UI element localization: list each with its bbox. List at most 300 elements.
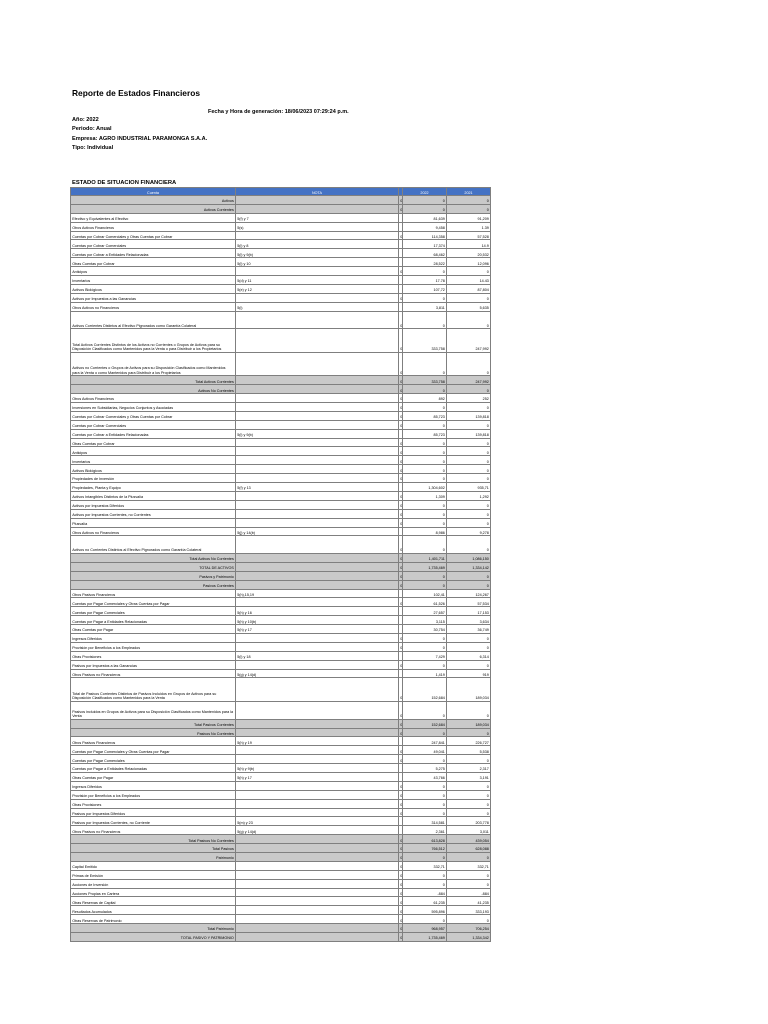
nota-cell	[236, 580, 399, 589]
table-row	[71, 267, 491, 276]
cuenta-cell: Total de Pasivos Corrientes Distintos de Pasivos Incluidos en Grupos de Activos para su Disposición Clasificados como Mantenidos para la Venta	[71, 678, 236, 702]
nota-cell	[236, 888, 399, 897]
blank-cell: 0	[399, 728, 403, 737]
value-2022-cell: 61,235	[403, 897, 447, 906]
blank-cell: 0	[399, 562, 403, 571]
blank-cell: 0	[399, 571, 403, 580]
blank-cell: 0	[399, 536, 403, 554]
value-2022-cell: 1,304,602	[403, 483, 447, 492]
table-row	[71, 411, 491, 420]
blank-cell: 0	[399, 411, 403, 420]
value-2022-cell: 0	[403, 571, 447, 580]
value-2021-cell: 2,317	[447, 764, 491, 773]
value-2021-cell: 20,532	[447, 249, 491, 258]
table-row	[71, 616, 491, 625]
value-2021-cell: 247,992	[447, 376, 491, 385]
value-2022-cell: 892	[403, 394, 447, 403]
blank-cell: 0	[399, 897, 403, 906]
blank-cell: 0	[399, 447, 403, 456]
value-2021-cell: 0	[447, 634, 491, 643]
blank-cell: 0	[399, 385, 403, 394]
cuenta-cell: Plusvalía	[71, 518, 236, 527]
cuenta-cell: Pasivos Corrientes	[71, 580, 236, 589]
nota-cell	[236, 562, 399, 571]
nota-cell	[236, 861, 399, 870]
value-2021-cell: 203,778	[447, 817, 491, 826]
cuenta-cell: Activos Corrientes Distintos al Efectivo Pignorados como Garantía Colateral	[71, 311, 236, 329]
report-year: Año: 2022	[72, 117, 99, 123]
value-2021-cell: 0	[447, 702, 491, 720]
value-2021-cell: 57,534	[447, 598, 491, 607]
blank-cell: 0	[399, 844, 403, 853]
table-row	[71, 702, 491, 720]
cuenta-cell: Total Activos Corrientes	[71, 376, 236, 385]
value-2021-cell: 332,71	[447, 861, 491, 870]
blank-cell: 0	[399, 678, 403, 702]
cuenta-cell: Provisión por Beneficios a los Empleados	[71, 642, 236, 651]
value-2021-cell: 5,538	[447, 746, 491, 755]
nota-cell: 5(l) y 10	[236, 258, 399, 267]
blank-cell: 0	[399, 746, 403, 755]
table-row	[71, 249, 491, 258]
cuenta-cell: Cuentas por Cobrar a Entidades Relacionadas	[71, 429, 236, 438]
table-row	[71, 607, 491, 616]
nota-cell: 5(h) y 9(b)	[236, 764, 399, 773]
nota-cell	[236, 906, 399, 915]
table-row	[71, 302, 491, 311]
value-2022-cell: 0	[403, 755, 447, 764]
nota-cell	[236, 420, 399, 429]
column-header-nota: NOTA	[236, 188, 399, 196]
table-header-row	[71, 188, 491, 196]
nota-cell	[236, 915, 399, 924]
report-meta	[72, 116, 207, 154]
cuenta-cell: Efectivo y Equivalentes al Efectivo	[71, 213, 236, 222]
value-2022-cell: 1,419	[403, 669, 447, 678]
value-2022-cell: 27,657	[403, 607, 447, 616]
value-2022-cell: 0	[403, 204, 447, 213]
blank-cell: 0	[399, 879, 403, 888]
cuenta-cell: Activos No Corrientes	[71, 385, 236, 394]
blank-cell: 0	[399, 835, 403, 844]
nota-cell	[236, 394, 399, 403]
nota-cell	[236, 853, 399, 862]
table-row	[71, 553, 491, 562]
value-2022-cell: 0	[403, 403, 447, 412]
nota-cell	[236, 755, 399, 764]
value-2021-cell: 0	[447, 660, 491, 669]
blank-cell: 0	[399, 474, 403, 483]
financial-statement-table	[70, 187, 491, 942]
value-2022-cell: 3,811	[403, 302, 447, 311]
table-row	[71, 420, 491, 429]
table-row	[71, 293, 491, 302]
value-2022-cell: 0	[403, 474, 447, 483]
blank-cell: 0	[399, 553, 403, 562]
table-row	[71, 580, 491, 589]
table-row	[71, 642, 491, 651]
table-row	[71, 808, 491, 817]
blank-cell: 0	[399, 231, 403, 240]
value-2021-cell: 1.39	[447, 222, 491, 231]
value-2022-cell: 107,72	[403, 284, 447, 293]
value-2022-cell: 0	[403, 447, 447, 456]
value-2022-cell: 0	[403, 352, 447, 376]
table-row	[71, 571, 491, 580]
table-row	[71, 746, 491, 755]
value-2021-cell: 9,278	[447, 527, 491, 536]
value-2021-cell: 0	[447, 799, 491, 808]
table-row	[71, 915, 491, 924]
table-row	[71, 799, 491, 808]
blank-cell: 0	[399, 634, 403, 643]
table-row	[71, 465, 491, 474]
table-row	[71, 429, 491, 438]
value-2021-cell: 0	[447, 879, 491, 888]
value-2021-cell: 0	[447, 311, 491, 329]
value-2022-cell: 0	[403, 518, 447, 527]
value-2021-cell: 36,749	[447, 625, 491, 634]
blank-cell: 0	[399, 491, 403, 500]
value-2021-cell: 0	[447, 456, 491, 465]
value-2022-cell: 0	[403, 456, 447, 465]
value-2021-cell: 333,193	[447, 906, 491, 915]
nota-cell	[236, 642, 399, 651]
value-2021-cell: 226,727	[447, 737, 491, 746]
value-2021-cell: 0	[447, 509, 491, 518]
cuenta-cell: Otros Activos Financieros	[71, 222, 236, 231]
cuenta-cell: Otras Reservas de Capital	[71, 897, 236, 906]
cuenta-cell: Otros Activos no Financieros	[71, 302, 236, 311]
cuenta-cell: Cuentas por Pagar Comerciales	[71, 607, 236, 616]
value-2022-cell: 1,735,469	[403, 562, 447, 571]
cuenta-cell: Propiedades de Inversión	[71, 474, 236, 483]
cuenta-cell: Otras Cuentas por Cobrar	[71, 438, 236, 447]
table-row	[71, 853, 491, 862]
blank-cell: 0	[399, 933, 403, 942]
value-2021-cell: 247,992	[447, 329, 491, 353]
cuenta-cell: Total Pasivos No Corrientes	[71, 835, 236, 844]
nota-cell: 5(h) y 10(b)	[236, 616, 399, 625]
cuenta-cell: Cuentas por Cobrar Comerciales	[71, 420, 236, 429]
value-2022-cell: 0	[403, 808, 447, 817]
nota-cell	[236, 438, 399, 447]
cuenta-cell: Activos no Corrientes o Grupos de Activos para su Disposición Clasificados como Mantenidos para la Venta o como Mantenidos para Distribuir a los Propietarios	[71, 352, 236, 376]
blank-cell: 0	[399, 888, 403, 897]
table-row	[71, 284, 491, 293]
value-2022-cell: 247,841	[403, 737, 447, 746]
table-row	[71, 509, 491, 518]
table-row	[71, 737, 491, 746]
value-2022-cell: 0	[403, 660, 447, 669]
table-row	[71, 240, 491, 249]
value-2022-cell: 0	[403, 642, 447, 651]
nota-cell	[236, 719, 399, 728]
table-row	[71, 897, 491, 906]
table-row	[71, 835, 491, 844]
nota-cell: 5(s)	[236, 222, 399, 231]
blank-cell: 0	[399, 906, 403, 915]
cuenta-cell: Resultados Acumulados	[71, 906, 236, 915]
nota-cell	[236, 385, 399, 394]
cuenta-cell: Otras Cuentas por Pagar	[71, 772, 236, 781]
value-2022-cell: 152,684	[403, 719, 447, 728]
table-row	[71, 728, 491, 737]
report-title: Reporte de Estados Financieros	[72, 88, 200, 98]
value-2021-cell: 14.9	[447, 240, 491, 249]
value-2021-cell: 0	[447, 755, 491, 764]
blank-cell: 0	[399, 642, 403, 651]
table-row	[71, 660, 491, 669]
value-2022-cell: 152,684	[403, 678, 447, 702]
value-2021-cell: 189,034	[447, 678, 491, 702]
column-header-2022: 2022	[403, 188, 447, 196]
blank-cell: 0	[399, 702, 403, 720]
table-row	[71, 329, 491, 353]
value-2021-cell: -884	[447, 888, 491, 897]
table-row	[71, 924, 491, 933]
table-row	[71, 755, 491, 764]
value-2022-cell: 43,766	[403, 772, 447, 781]
value-2022-cell: 314,581	[403, 817, 447, 826]
report-period: Periodo: Anual	[72, 126, 112, 133]
nota-cell	[236, 231, 399, 240]
table-row	[71, 204, 491, 213]
nota-cell: 5(e) y 12	[236, 284, 399, 293]
nota-cell	[236, 879, 399, 888]
cuenta-cell: Pasivos y Patrimonio	[71, 571, 236, 580]
table-row	[71, 861, 491, 870]
cuenta-cell: Activos por Impuestos Corrientes, no Corrientes	[71, 509, 236, 518]
blank-cell: 0	[399, 781, 403, 790]
cuenta-cell: Total Activos No Corrientes	[71, 553, 236, 562]
value-2021-cell: 0	[447, 642, 491, 651]
table-row	[71, 536, 491, 554]
nota-cell	[236, 844, 399, 853]
nota-cell	[236, 518, 399, 527]
cuenta-cell: Pasivos por Impuestos a las Ganancias	[71, 660, 236, 669]
column-header-cuenta: Cuenta	[71, 188, 236, 196]
value-2022-cell: 0	[403, 385, 447, 394]
nota-cell	[236, 376, 399, 385]
value-2022-cell: 0	[403, 196, 447, 205]
blank-cell: 0	[399, 329, 403, 353]
value-2021-cell: 0	[447, 420, 491, 429]
cuenta-cell: Activos por Impuestos a las Ganancias	[71, 293, 236, 302]
table-row	[71, 598, 491, 607]
cuenta-cell: Total Pasivos	[71, 844, 236, 853]
cuenta-cell: Total Activos Corrientes Distintos de los Activos no Corrientes o Grupos de Activos para su Disposición Clasificados como Mantenidos para la Venta o para Distribuir a los Propietarios	[71, 329, 236, 353]
value-2022-cell: 595,896	[403, 906, 447, 915]
cuenta-cell: Total Pasivos Corrientes	[71, 719, 236, 728]
nota-cell	[236, 702, 399, 720]
table-row	[71, 222, 491, 231]
blank-cell: 0	[399, 500, 403, 509]
cuenta-cell: Otras Cuentas por Pagar	[71, 625, 236, 634]
table-row	[71, 888, 491, 897]
cuenta-cell: Cuentas por Cobrar Comerciales	[71, 240, 236, 249]
value-2021-cell: 0	[447, 293, 491, 302]
cuenta-cell: Acciones Propias en Cartera	[71, 888, 236, 897]
report-company: Empresa: AGRO INDUSTRIAL PARAMONGA S.A.A.	[72, 135, 208, 142]
cuenta-cell: Anticipos	[71, 447, 236, 456]
value-2021-cell: 0	[447, 781, 491, 790]
table-row	[71, 790, 491, 799]
table-row	[71, 311, 491, 329]
blank-cell: 0	[399, 799, 403, 808]
nota-cell	[236, 933, 399, 942]
table-row	[71, 719, 491, 728]
cuenta-cell: Cuentas por Pagar a Entidades Relacionadas	[71, 764, 236, 773]
value-2021-cell: 439,054	[447, 835, 491, 844]
blank-cell: 0	[399, 509, 403, 518]
value-2022-cell: 0	[403, 293, 447, 302]
nota-cell: 5(h) y 17	[236, 772, 399, 781]
value-2022-cell: 30,754	[403, 625, 447, 634]
cuenta-cell: Otros Pasivos no Financieros	[71, 826, 236, 835]
column-header-2021: 2021	[447, 188, 491, 196]
section-title: ESTADO DE SITUACION FINANCIERA	[72, 180, 177, 186]
value-2021-cell: 0	[447, 500, 491, 509]
value-2022-cell: 49,041	[403, 746, 447, 755]
value-2022-cell: 17,374	[403, 240, 447, 249]
table-row	[71, 772, 491, 781]
nota-cell: 5(j) y 14(b)	[236, 527, 399, 536]
nota-cell	[236, 329, 399, 353]
table-row	[71, 438, 491, 447]
table-row	[71, 518, 491, 527]
value-2022-cell: 766,512	[403, 844, 447, 853]
value-2021-cell: 124,267	[447, 589, 491, 598]
table-row	[71, 258, 491, 267]
table-row	[71, 231, 491, 240]
value-2022-cell: 61,526	[403, 598, 447, 607]
cuenta-cell: Otros Pasivos no Financieros	[71, 669, 236, 678]
nota-cell	[236, 728, 399, 737]
nota-cell: 5(l) y 9(b)	[236, 249, 399, 258]
value-2021-cell: 139,818	[447, 429, 491, 438]
cuenta-cell: Cuentas por Pagar Comerciales y Otras Cuentas por Pagar	[71, 598, 236, 607]
value-2022-cell: 0	[403, 915, 447, 924]
nota-cell	[236, 352, 399, 376]
cuenta-cell: Primas de Emisión	[71, 870, 236, 879]
value-2022-cell: 0	[403, 853, 447, 862]
nota-cell	[236, 447, 399, 456]
cuenta-cell: Activos Intangibles Distintos de la Plusvalía	[71, 491, 236, 500]
cuenta-cell: Acciones de Inversión	[71, 879, 236, 888]
cuenta-cell: Propiedades, Planta y Equipo	[71, 483, 236, 492]
value-2021-cell: 0	[447, 196, 491, 205]
table-row	[71, 764, 491, 773]
cuenta-cell: Activos no Corrientes Distintos al Efectivo Pignorados como Garantía Colateral	[71, 536, 236, 554]
blank-cell: 0	[399, 915, 403, 924]
blank-cell: 0	[399, 660, 403, 669]
nota-cell	[236, 870, 399, 879]
value-2022-cell: 7,429	[403, 651, 447, 660]
value-2021-cell: 0	[447, 465, 491, 474]
table-row	[71, 403, 491, 412]
table-row	[71, 376, 491, 385]
cuenta-cell: Total Patrimonio	[71, 924, 236, 933]
value-2021-cell: 0	[447, 403, 491, 412]
table-body	[71, 196, 491, 942]
value-2021-cell: 0	[447, 536, 491, 554]
blank-cell: 0	[399, 420, 403, 429]
value-2021-cell: 5,635	[447, 302, 491, 311]
nota-cell	[236, 678, 399, 702]
value-2021-cell: 139,818	[447, 411, 491, 420]
table-row	[71, 651, 491, 660]
nota-cell	[236, 465, 399, 474]
value-2022-cell: 0	[403, 509, 447, 518]
blank-cell: 0	[399, 293, 403, 302]
cuenta-cell: Pasivos por Impuestos Diferidos	[71, 808, 236, 817]
table-row	[71, 447, 491, 456]
table-row	[71, 669, 491, 678]
value-2021-cell: 0	[447, 267, 491, 276]
value-2022-cell: 2,361	[403, 826, 447, 835]
value-2021-cell: 919	[447, 669, 491, 678]
value-2021-cell: 1,334,342	[447, 933, 491, 942]
table-row	[71, 385, 491, 394]
nota-cell	[236, 571, 399, 580]
cuenta-cell: Otras Reservas de Patrimonio	[71, 915, 236, 924]
blank-cell: 0	[399, 438, 403, 447]
nota-cell	[236, 456, 399, 465]
value-2021-cell: 0	[447, 385, 491, 394]
cuenta-cell: Otros Pasivos Financieros	[71, 589, 236, 598]
value-2021-cell: 6,314	[447, 651, 491, 660]
nota-cell: 5(l) y 9(b)	[236, 429, 399, 438]
nota-cell	[236, 790, 399, 799]
value-2022-cell: 114,358	[403, 231, 447, 240]
table-row	[71, 352, 491, 376]
cuenta-cell: Anticipos	[71, 267, 236, 276]
nota-cell: 5(h),15,19	[236, 589, 399, 598]
cuenta-cell: Activos Corrientes	[71, 204, 236, 213]
nota-cell: 5(g) y 14(d)	[236, 826, 399, 835]
value-2021-cell: 628,088	[447, 844, 491, 853]
value-2022-cell: 81,639	[403, 213, 447, 222]
value-2022-cell: 1,309	[403, 491, 447, 500]
value-2022-cell: 85,723	[403, 411, 447, 420]
value-2022-cell: 0	[403, 879, 447, 888]
value-2022-cell: 0	[403, 580, 447, 589]
nota-cell	[236, 509, 399, 518]
table-row	[71, 625, 491, 634]
nota-cell	[236, 403, 399, 412]
value-2021-cell: 0	[447, 853, 491, 862]
table-row	[71, 500, 491, 509]
blank-cell: 0	[399, 465, 403, 474]
value-2021-cell: 0	[447, 580, 491, 589]
cuenta-cell: Activos Biológicos	[71, 465, 236, 474]
table-row	[71, 826, 491, 835]
value-2021-cell: 1,086,150	[447, 553, 491, 562]
blank-cell: 0	[399, 790, 403, 799]
value-2021-cell: 41,235	[447, 897, 491, 906]
blank-cell: 0	[399, 196, 403, 205]
cuenta-cell: TOTAL PASIVO Y PATRIMONIO	[71, 933, 236, 942]
blank-cell: 0	[399, 518, 403, 527]
value-2021-cell: 0	[447, 790, 491, 799]
table-row	[71, 474, 491, 483]
blank-cell: 0	[399, 719, 403, 728]
nota-cell: 5(m) y 23	[236, 817, 399, 826]
value-2022-cell: 0	[403, 311, 447, 329]
table-row	[71, 527, 491, 536]
value-2021-cell: 0	[447, 438, 491, 447]
